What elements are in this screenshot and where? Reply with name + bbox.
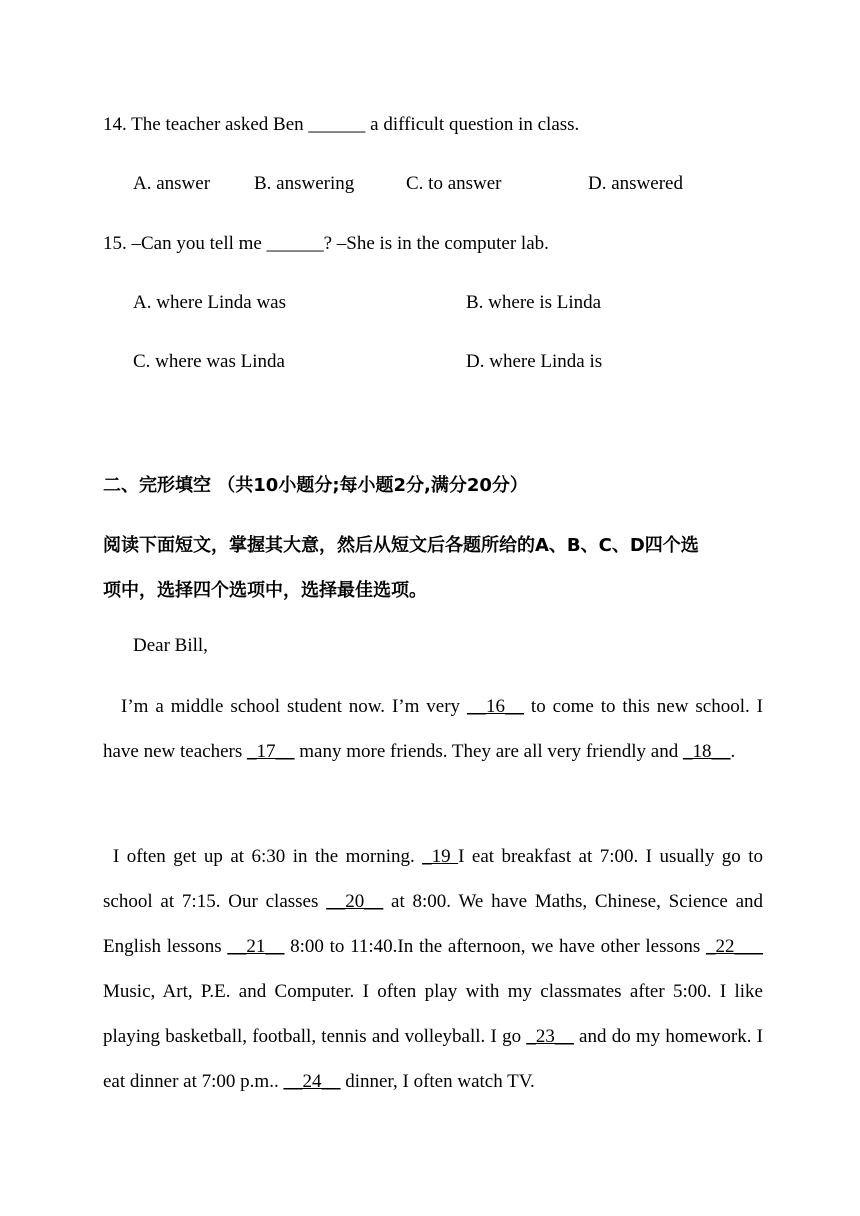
question-stem: 15. –Can you tell me ______? –She is in the computer lab. [103, 233, 549, 254]
passage-paragraph-1 [103, 684, 763, 774]
passage-text: and do my homework. I eat dinner at 7:00 p.m.. [103, 1026, 763, 1092]
blank-22: _22___ [706, 936, 763, 957]
option-b: B. answering [254, 173, 355, 194]
option-a: A. where Linda was [133, 292, 287, 313]
option-c: C. where was Linda [133, 351, 285, 372]
option-d: D. where Linda is [466, 351, 603, 372]
section-heading: 二、完形填空 （共10小题分;每小题2分,满分20分） [103, 475, 528, 496]
option-b: B. where is Linda [466, 292, 602, 313]
option-a: A. answer [133, 173, 211, 194]
passage-text: I often get up at 6:30 in the morning. [113, 846, 423, 867]
section-instruction-line2: 项中，选择四个选项中，选择最佳选项。 [103, 580, 427, 601]
option-d: D. answered [588, 173, 683, 194]
blank-17: _17__ [247, 741, 295, 762]
passage-text: Music, Art, P.E. and Computer. I often play with my classmates after 5:00. I like playing basketball, football, tennis and volleyball. I go [103, 981, 763, 1047]
letter-greeting: Dear Bill, [133, 635, 208, 656]
blank-23: _23__ [526, 1026, 574, 1047]
blank-21: __21__ [227, 936, 285, 957]
option-c: C. to answer [406, 173, 502, 194]
passage-text: at 8:00. We have Maths, Chinese, Science and English lessons [103, 891, 763, 957]
passage-text: 8:00 to 11:40.In the afternoon, we have other lessons [284, 936, 706, 957]
passage-text: I’m a middle school student now. I’m very [121, 696, 467, 717]
question-stem: 14. The teacher asked Ben ______ a difficult question in class. [103, 114, 580, 135]
passage-text: I eat breakfast at 7:00. I usually go to school at 7:15. Our classes [103, 846, 763, 912]
blank-16: __16__ [467, 696, 524, 717]
blank-19: _19 [422, 846, 459, 867]
passage-text: many more friends. They are all very friendly and [294, 741, 683, 762]
passage-paragraph-2 [103, 834, 763, 1104]
passage-text: . [730, 741, 736, 762]
passage-text: to come to this new school. I have new teachers [103, 696, 763, 762]
blank-18: _18__ [683, 741, 731, 762]
section-instruction-line1: 阅读下面短文，掌握其大意，然后从短文后各题所给的A、B、C、D四个选 [103, 535, 699, 556]
blank-20: __20__ [326, 891, 384, 912]
blank-24: __24__ [283, 1071, 341, 1092]
passage-text: dinner, I often watch TV. [340, 1071, 535, 1092]
